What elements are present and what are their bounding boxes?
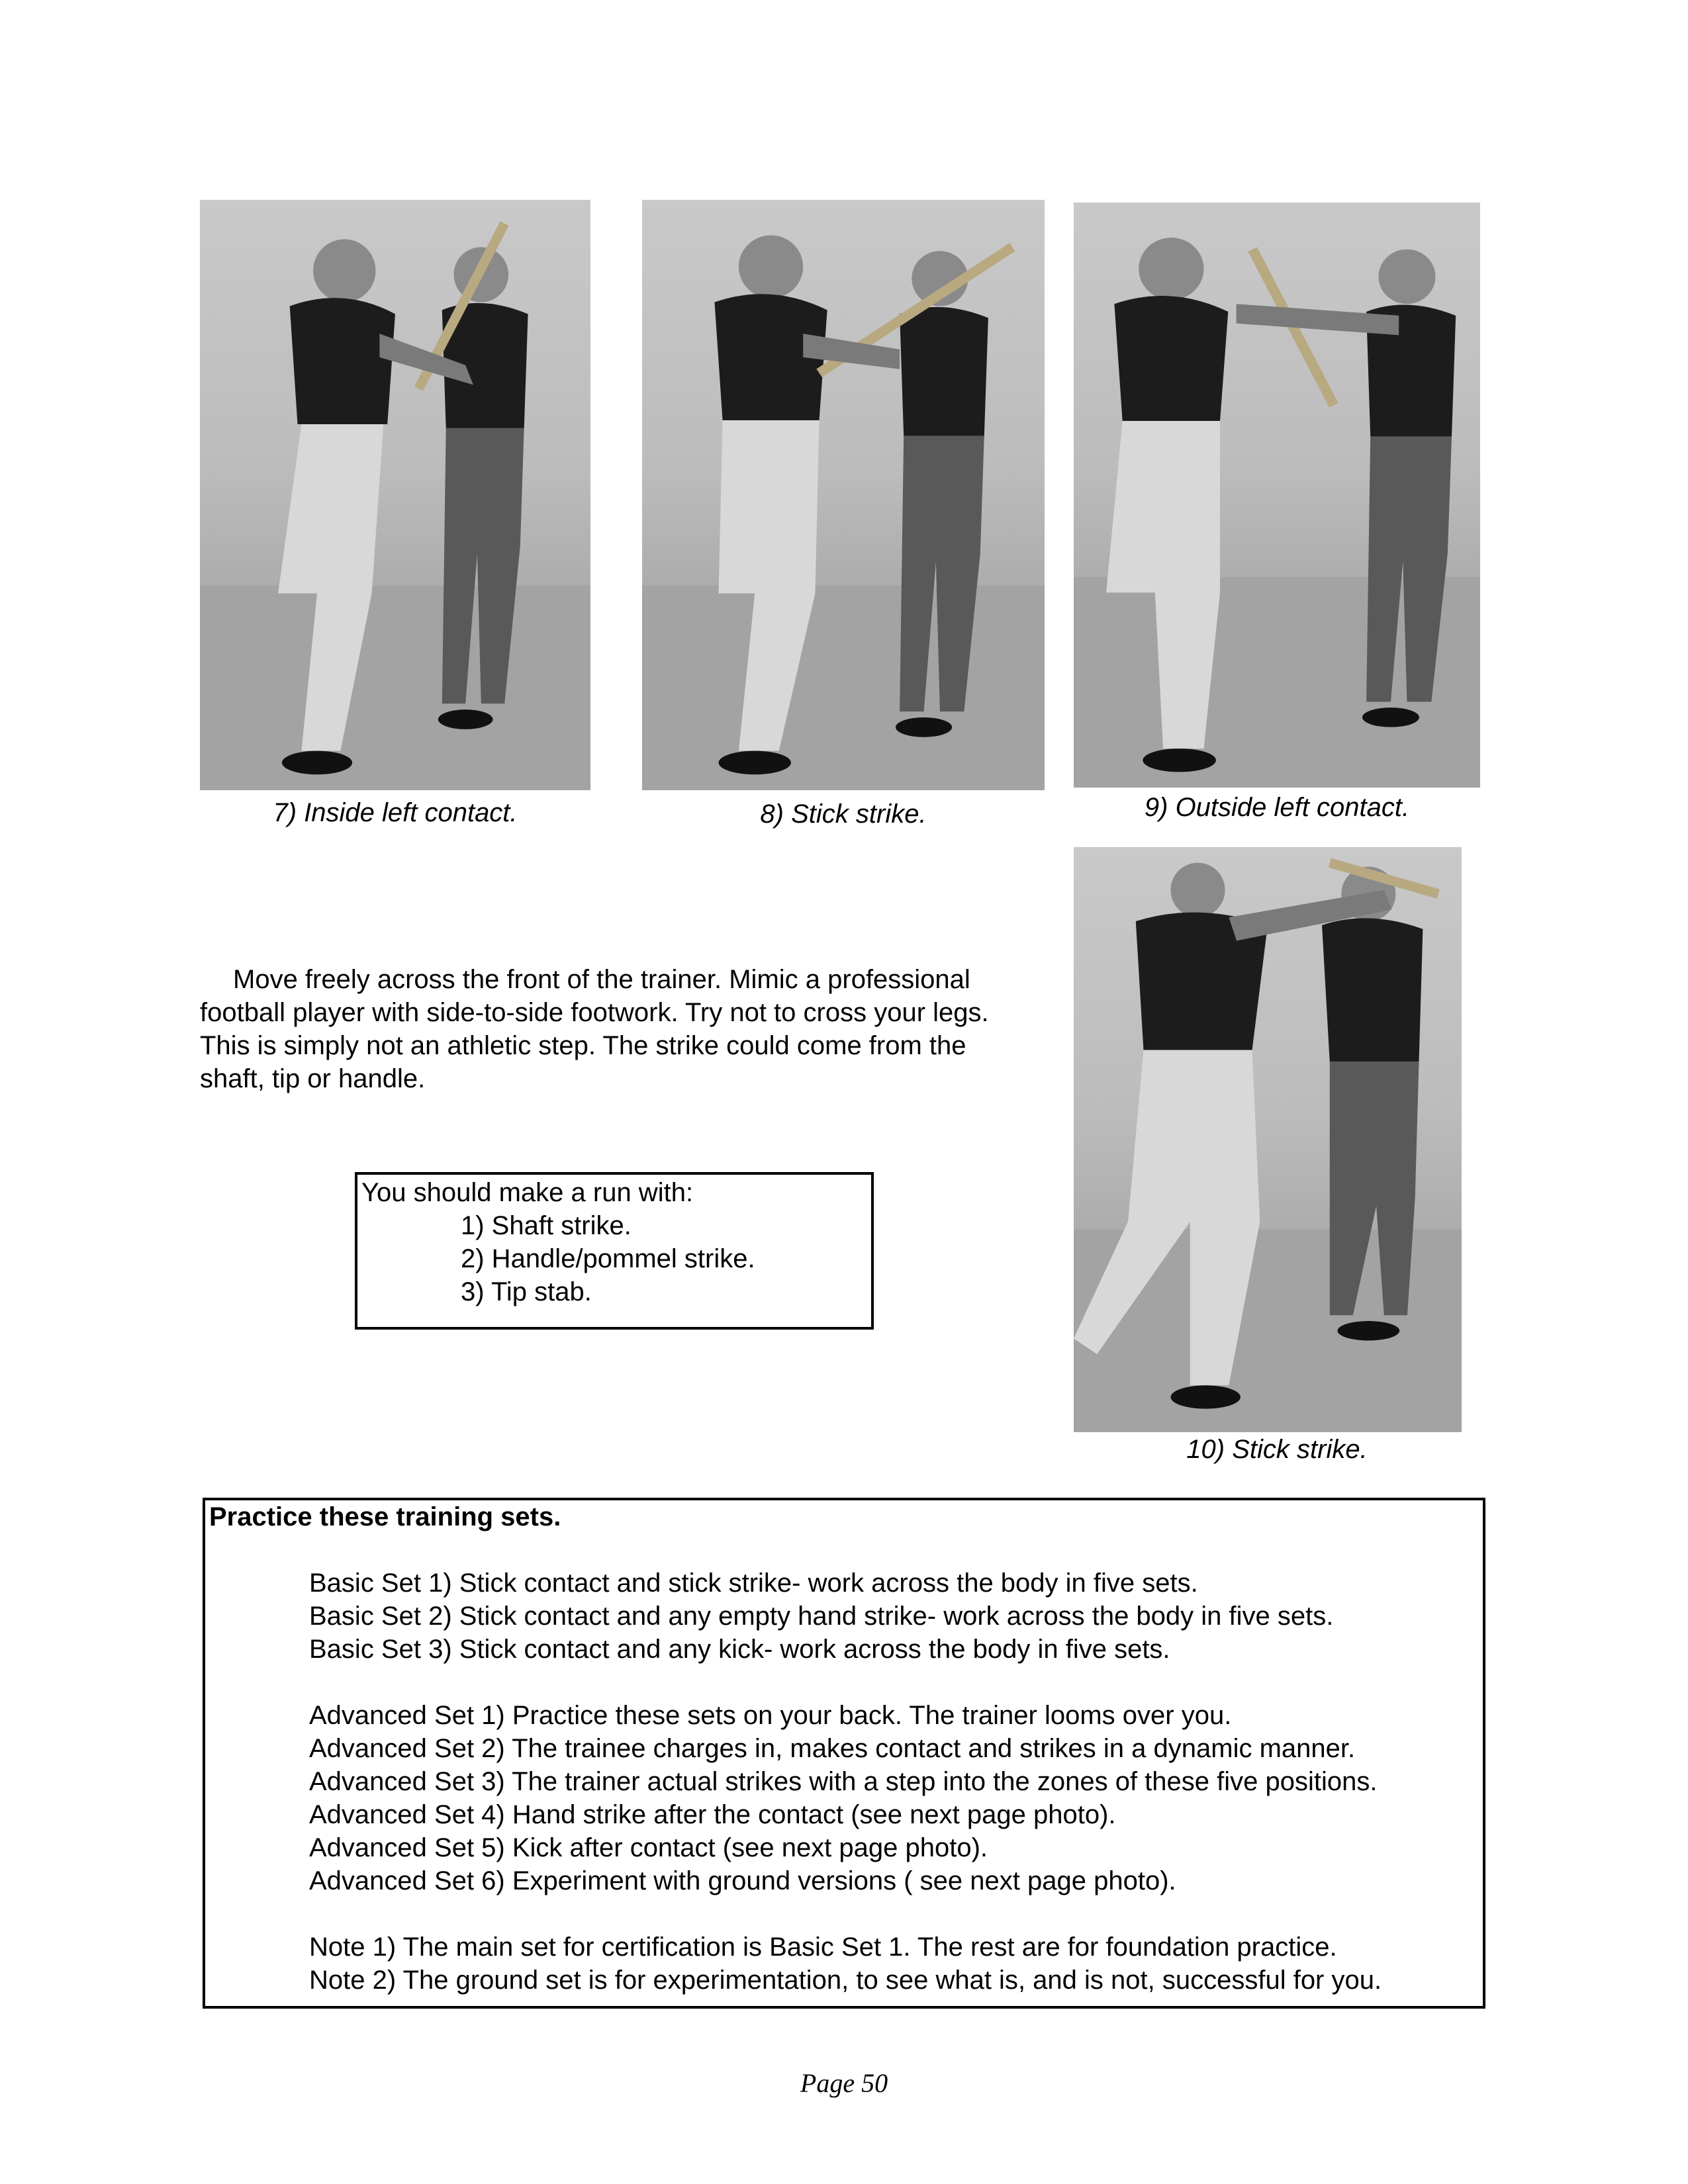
photo-inside-left-contact: [200, 200, 590, 790]
photo-caption: 8) Stick strike.: [760, 799, 927, 829]
advanced-set-item: Advanced Set 1) Practice these sets on your back. The trainer looms over you.: [309, 1701, 1232, 1730]
paragraph-text: Move freely across the front of the trainer. Mimic a professional football player with side-to-side footwork. Try not to cross your legs. This is simply not an athletic step. The strike could come from the shaft, tip or handle.: [200, 965, 989, 1093]
basic-set-item: Basic Set 2) Stick contact and any empty hand strike- work across the body in five sets.: [309, 1602, 1334, 1631]
photo-caption: 10) Stick strike.: [1186, 1435, 1368, 1464]
photo-stick-strike: [642, 200, 1045, 790]
advanced-set-item: Advanced Set 6) Experiment with ground versions ( see next page photo).: [309, 1866, 1176, 1895]
run-box: [355, 1172, 874, 1330]
training-sets-box: [203, 1498, 1485, 2009]
advanced-set-item: Advanced Set 4) Hand strike after the contact (see next page photo).: [309, 1800, 1116, 1829]
advanced-set-item: Advanced Set 5) Kick after contact (see next page photo).: [309, 1833, 988, 1862]
photo-illustration: [1074, 847, 1462, 1432]
note-item: Note 1) The main set for certification is Basic Set 1. The rest are for foundation practice.: [309, 1933, 1337, 1962]
advanced-set-item: Advanced Set 2) The trainee charges in, makes contact and strikes in a dynamic manner.: [309, 1734, 1356, 1763]
instruction-paragraph: [200, 963, 1034, 1095]
note-item: Note 2) The ground set is for experimentation, to see what is, and is not, successful for you.: [309, 1966, 1382, 1995]
photo-stick-strike-2: [1074, 847, 1462, 1432]
photo-illustration: [642, 200, 1045, 790]
basic-set-item: Basic Set 1) Stick contact and stick strike- work across the body in five sets.: [309, 1569, 1198, 1598]
photo-illustration: [1074, 203, 1480, 788]
photo-illustration: [200, 200, 590, 790]
photo-outside-left-contact: [1074, 203, 1480, 788]
photo-caption: 9) Outside left contact.: [1144, 793, 1410, 822]
page-number: Page 50: [800, 2068, 888, 2098]
photo-caption: 7) Inside left contact.: [273, 798, 518, 827]
advanced-set-item: Advanced Set 3) The trainer actual strikes with a step into the zones of these five positions.: [309, 1767, 1378, 1796]
run-box-item: 1) Shaft strike.: [461, 1211, 632, 1240]
run-box-item: 3) Tip stab.: [461, 1277, 592, 1306]
basic-set-item: Basic Set 3) Stick contact and any kick- work across the body in five sets.: [309, 1635, 1170, 1664]
run-box-heading: You should make a run with:: [361, 1178, 694, 1207]
training-sets-title: Practice these training sets.: [209, 1502, 561, 1531]
run-box-item: 2) Handle/pommel strike.: [461, 1244, 755, 1273]
